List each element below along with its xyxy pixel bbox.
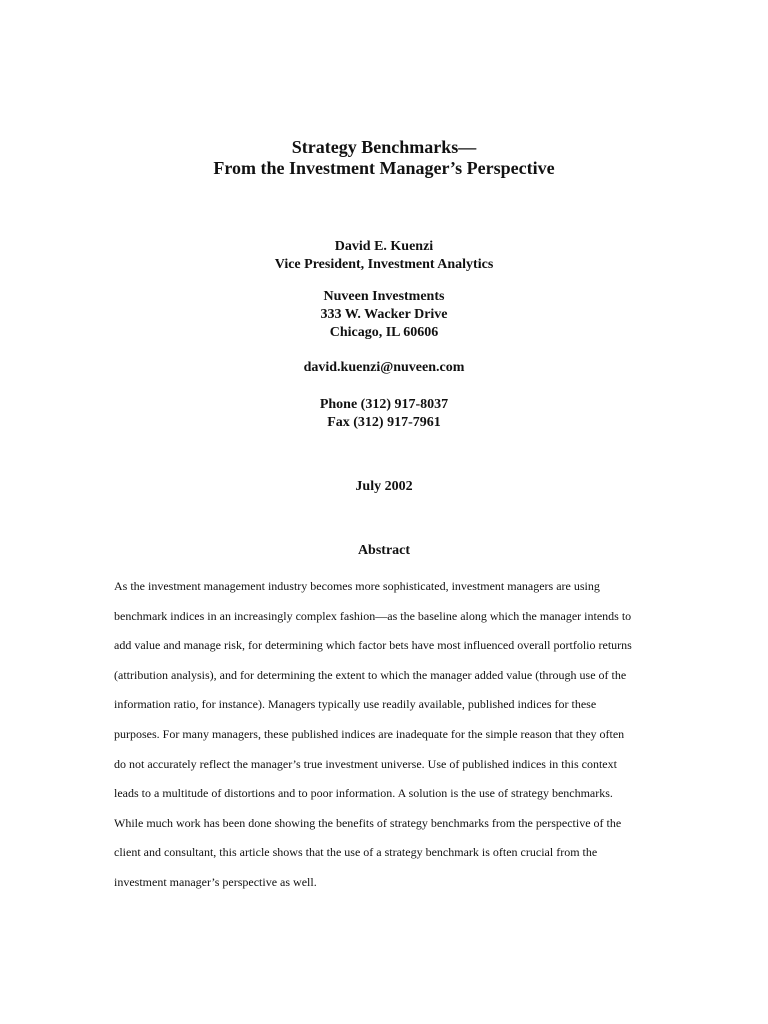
abstract-line: As the investment management industry becomes more sophisticated, investment managers are using (114, 579, 600, 593)
abstract-body (114, 572, 674, 898)
abstract-line: (attribution analysis), and for determining the extent to which the manager added value (through use of the (114, 667, 627, 682)
abstract-line: purposes. For many managers, these published indices are inadequate for the simple reason that they often (114, 726, 625, 741)
author-block (0, 238, 768, 274)
city-address: Chicago, IL 60606 (329, 325, 439, 340)
abstract-line: add value and manage risk, for determining which factor bets have most influenced overall portfolio returns (114, 638, 632, 653)
fax-number: Fax (312) 917-7961 (327, 415, 441, 430)
title-line-1: Strategy Benchmarks— (291, 137, 477, 157)
abstract-line: While much work has been done showing the benefits of strategy benchmarks from the perspective of the (114, 815, 622, 830)
abstract-line: information ratio, for instance). Managers typically use readily available, published indices for these (114, 697, 597, 712)
title-line-2: From the Investment Manager’s Perspective (213, 158, 555, 178)
abstract-line: leads to a multitude of distortions and to poor information. A solution is the use of strategy benchmarks. (114, 786, 613, 801)
email-block (0, 359, 768, 377)
author-position: Vice President, Investment Analytics (274, 257, 494, 272)
abstract-line: do not accurately reflect the manager’s true investment universe. Use of published indices in this context (114, 756, 617, 771)
author-email: david.kuenzi@nuveen.com (303, 360, 465, 375)
address-block (0, 288, 768, 342)
street-address: 333 W. Wacker Drive (320, 307, 448, 322)
organization-name: Nuveen Investments (323, 289, 445, 304)
author-name: David E. Kuenzi (334, 239, 434, 254)
abstract-line: investment manager’s perspective as well. (114, 874, 317, 889)
abstract-heading (0, 542, 768, 560)
paper-title (0, 137, 768, 179)
abstract-line: client and consultant, this article shows that the use of a strategy benchmark is often crucial from the (114, 845, 598, 860)
abstract-line: benchmark indices in an increasingly complex fashion—as the baseline along which the manager intends to (114, 608, 632, 623)
date-text: July 2002 (355, 479, 413, 494)
publication-date (0, 478, 768, 496)
phone-number: Phone (312) 917-8037 (319, 397, 449, 412)
abstract-heading-text: Abstract (357, 543, 411, 558)
phone-block (0, 396, 768, 432)
